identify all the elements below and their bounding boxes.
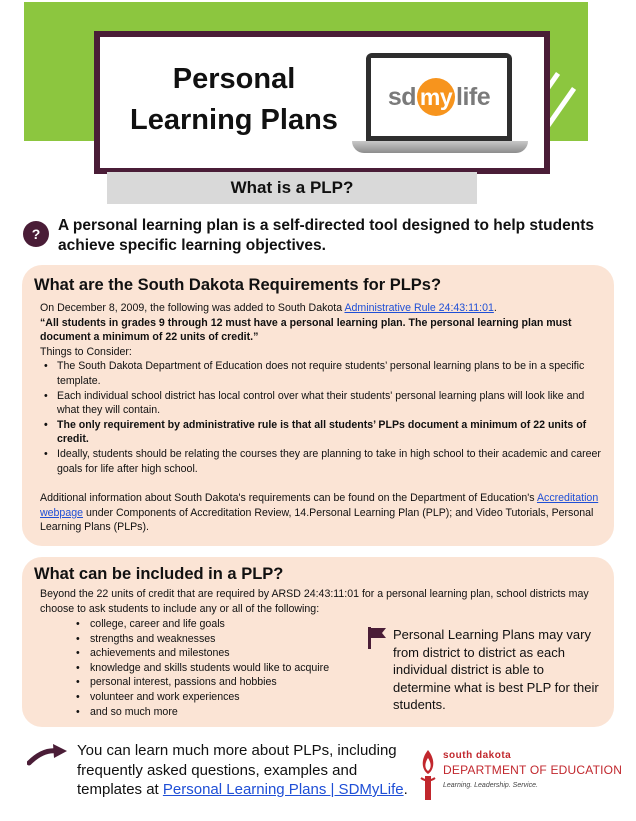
additional-info-suffix: under Components of Accreditation Review, 14.Personal Learning Plan (PLP); and Video Tutorials, Personal Learning Plans (PLPs). <box>40 506 594 534</box>
requirements-intro-suffix: . <box>493 302 497 314</box>
list-item: • personal interest, passions and hobbies <box>74 675 374 690</box>
list-item: • Each individual school district has local control over what their students' personal learning plans will look like and what they will contain. <box>40 389 606 418</box>
sdmylife-plp-link[interactable]: Personal Learning Plans | SDMyLife <box>162 781 404 798</box>
arrow-right-icon <box>27 743 69 767</box>
administrative-rule-link[interactable]: Administrative Rule 24:43:11:01 <box>344 302 494 314</box>
list-item: • and so much more <box>74 705 374 720</box>
list-item: • achievements and milestones <box>74 646 374 661</box>
sd-department-of-education-logo <box>417 748 623 804</box>
page-title-line2: Learning Plans <box>130 104 338 136</box>
list-item: • The only requirement by administrative rule is that all students’ PLPs document a minimum of 22 units of credit. <box>40 418 606 447</box>
additional-info-text: Additional information about South Dakota's requirements can be found on the Department of Education's <box>40 492 537 505</box>
laptop-illustration <box>352 53 528 157</box>
requirements-intro <box>40 301 606 316</box>
doe-state-name: south dakota <box>443 750 512 761</box>
included-list <box>74 617 374 719</box>
logo-sd-text: sd <box>387 82 417 111</box>
flag-icon <box>368 627 386 649</box>
page-title-line1: Personal <box>172 63 296 95</box>
footer-text-body: You can learn much more about PLPs, including frequently asked questions, examples and templates at <box>77 742 397 798</box>
list-item: • The South Dakota Department of Education does not require students’ personal learning plans to be in a specific template. <box>40 359 606 388</box>
requirements-intro-text: On December 8, 2009, the following was added to South Dakota <box>40 302 345 314</box>
doe-department-name: DEPARTMENT OF EDUCATION <box>443 763 623 777</box>
spacer <box>40 476 606 491</box>
things-to-consider-label: Things to Consider: <box>40 345 132 358</box>
additional-info <box>40 491 606 535</box>
plp-definition: A personal learning plan is a self-directed tool designed to help students achieve specific learning objectives. <box>58 217 594 254</box>
laptop-screen <box>366 53 512 141</box>
accreditation-webpage-link[interactable]: Accreditation webpage <box>40 492 599 519</box>
logo-life-text: life <box>456 82 491 111</box>
logo-my-circle: my <box>417 78 455 116</box>
requirements-box <box>22 265 614 546</box>
title-box <box>94 31 550 174</box>
list-item: • college, career and life goals <box>74 617 374 632</box>
included-intro: Beyond the 22 units of credit that are required by ARSD 24:43:11:01 for a personal learning plan, school districts may choose to ask students to include any or all of the following: <box>40 588 589 615</box>
requirements-quote: “All students in grades 9 through 12 must have a personal learning plan. The personal learning plan must document a minimum of 22 units of credit.” <box>40 316 572 344</box>
included-heading: What can be included in a PLP? <box>34 565 284 583</box>
considerations-list <box>40 359 606 476</box>
list-item: • volunteer and work experiences <box>74 690 374 705</box>
list-item: • Ideally, students should be relating the courses they are planning to take in high school to their academic and career goals for life after high school. <box>40 447 606 476</box>
requirements-heading: What are the South Dakota Requirements for PLPs? <box>34 276 442 294</box>
footer-text-suffix: . <box>403 781 408 798</box>
sdmylife-logo <box>371 58 507 136</box>
page-title <box>114 59 354 141</box>
included-box <box>22 557 614 727</box>
list-item: • knowledge and skills students would like to acquire <box>74 661 374 676</box>
list-item: • strengths and weaknesses <box>74 632 374 647</box>
requirements-body <box>40 301 606 535</box>
doe-tagline: Learning. Leadership. Service. <box>443 782 538 789</box>
flame-icon <box>417 748 439 802</box>
footer-text <box>77 741 412 800</box>
district-note: Personal Learning Plans may vary from district to district as each individual district is able to determine what is best PLP for their students. <box>393 627 599 712</box>
question-icon: ? <box>23 221 49 247</box>
laptop-base <box>352 141 528 153</box>
what-is-heading: What is a PLP? <box>107 172 477 204</box>
